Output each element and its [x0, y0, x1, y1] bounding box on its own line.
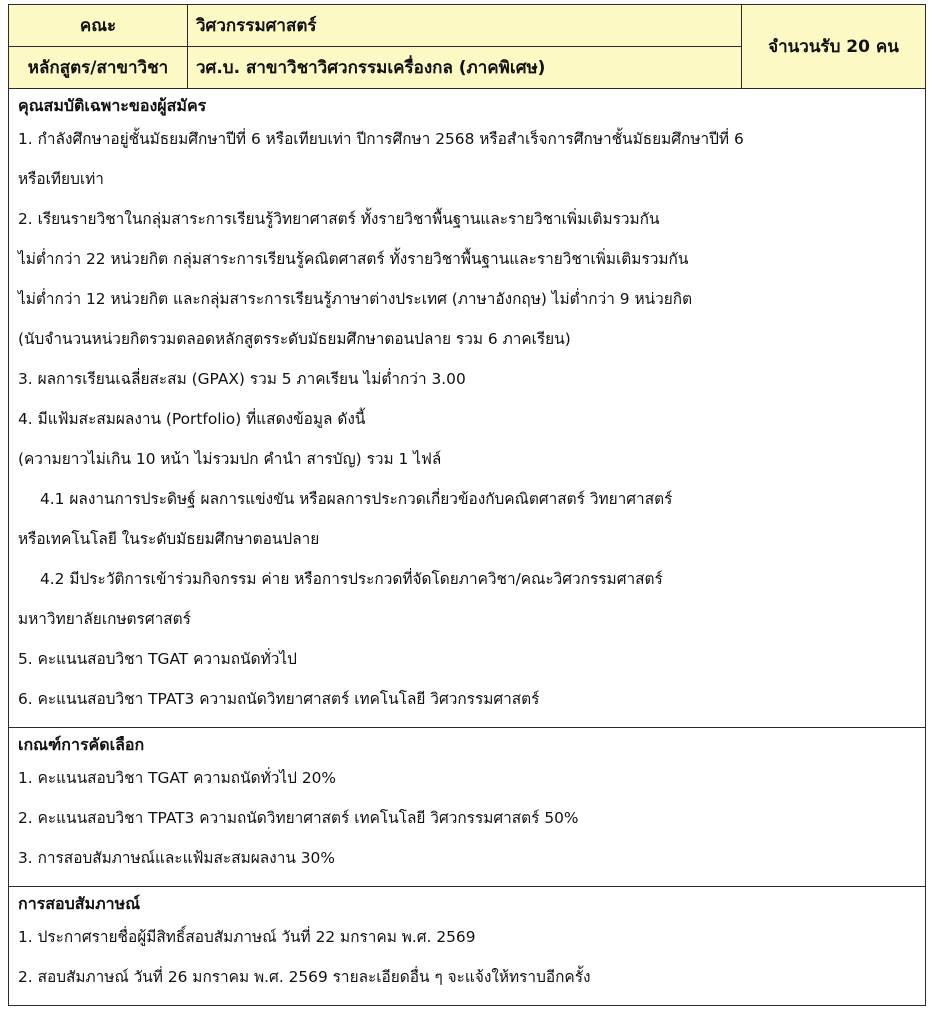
faculty-row — [9, 5, 926, 47]
qualification-line: (ความยาวไม่เกิน 10 หน้า ไม่รวมปก คำนำ สารบัญ) รวม 1 ไฟล์ — [18, 450, 442, 468]
qualification-line: 4. มีแฟ้มสะสมผลงาน (Portfolio) ที่แสดงข้อมูล ดังนี้ — [18, 410, 366, 428]
quota-cell: จำนวนรับ 20 คน — [742, 5, 926, 89]
qualification-line: หรือเทียบเท่า — [18, 170, 104, 188]
interview-line: 2. สอบสัมภาษณ์ วันที่ 26 มกราคม พ.ศ. 2569 รายละเอียดอื่น ๆ จะแจ้งให้ทราบอีกครั้ง — [18, 968, 591, 986]
qualification-line: (นับจำนวนหน่วยกิตรวมตลอดหลักสูตรระดับมัธยมศึกษาตอนปลาย รวม 6 ภาคเรียน) — [18, 330, 571, 348]
qualification-subitem-line: 4.2 มีประวัติการเข้าร่วมกิจกรรม ค่าย หรือการประกวดที่จัดโดยภาควิชา/คณะวิศวกรรมศาสตร์ — [40, 570, 663, 588]
qualifications-section — [9, 89, 926, 728]
criteria-row — [9, 728, 926, 887]
criteria-line: 3. การสอบสัมภาษณ์และแฟ้มสะสมผลงาน 30% — [18, 849, 335, 867]
interview-line: 1. ประกาศรายชื่อผู้มีสิทธิ์สอบสัมภาษณ์ วันที่ 22 มกราคม พ.ศ. 2569 — [18, 928, 476, 946]
criteria-section — [9, 728, 926, 887]
qualification-line: มหาวิทยาลัยเกษตรศาสตร์ — [18, 610, 191, 628]
criteria-line: 1. คะแนนสอบวิชา TGAT ความถนัดทั่วไป 20% — [18, 769, 337, 787]
criteria-title: เกณฑ์การคัดเลือก — [18, 735, 145, 754]
program-label: หลักสูตร/สาขาวิชา — [9, 47, 188, 89]
qualification-subitem-line: 4.1 ผลงานการประดิษฐ์ ผลการแข่งขัน หรือผลการประกวดเกี่ยวข้องกับคณิตศาสตร์ วิทยาศาสตร์ — [40, 490, 673, 508]
qualification-line: 3. ผลการเรียนเฉลี่ยสะสม (GPAX) รวม 5 ภาคเรียน ไม่ต่ำกว่า 3.00 — [18, 370, 466, 388]
qualification-line: หรือเทคโนโลยี ในระดับมัธยมศึกษาตอนปลาย — [18, 530, 320, 548]
qualification-line: 1. กำลังศึกษาอยู่ชั้นมัธยมศึกษาปีที่ 6 หรือเทียบเท่า ปีการศึกษา 2568 หรือสำเร็จการศึกษาชั้นมัธยมศึกษาปีที่ 6 — [18, 130, 744, 148]
faculty-label: คณะ — [9, 5, 188, 47]
interview-row — [9, 887, 926, 1006]
qualifications-row — [9, 89, 926, 728]
qualifications-title: คุณสมบัติเฉพาะของผู้สมัคร — [18, 96, 207, 115]
qualification-line: ไม่ต่ำกว่า 12 หน่วยกิต และกลุ่มสาระการเรียนรู้ภาษาต่างประเทศ (ภาษาอังกฤษ) ไม่ต่ำกว่า 9 หน่วยกิต — [18, 290, 693, 308]
qualification-line: 6. คะแนนสอบวิชา TPAT3 ความถนัดวิทยาศาสตร์ เทคโนโลยี วิศวกรรมศาสตร์ — [18, 690, 540, 708]
qualification-line: ไม่ต่ำกว่า 22 หน่วยกิต กลุ่มสาระการเรียนรู้คณิตศาสตร์ ทั้งรายวิชาพื้นฐานและรายวิชาเพิ่มเติมรวมกัน — [18, 250, 689, 268]
qualification-line: 5. คะแนนสอบวิชา TGAT ความถนัดทั่วไป — [18, 650, 297, 668]
faculty-value: วิศวกรรมศาสตร์ — [188, 5, 742, 47]
criteria-line: 2. คะแนนสอบวิชา TPAT3 ความถนัดวิทยาศาสตร์ เทคโนโลยี วิศวกรรมศาสตร์ 50% — [18, 809, 579, 827]
interview-title: การสอบสัมภาษณ์ — [18, 894, 141, 913]
program-value: วศ.บ. สาขาวิชาวิศวกรรมเครื่องกล (ภาคพิเศษ) — [188, 47, 742, 89]
admission-criteria-table — [8, 4, 926, 1006]
interview-section — [9, 887, 926, 1006]
qualification-line: 2. เรียนรายวิชาในกลุ่มสาระการเรียนรู้วิทยาศาสตร์ ทั้งรายวิชาพื้นฐานและรายวิชาเพิ่มเติมรวมกัน — [18, 210, 660, 228]
